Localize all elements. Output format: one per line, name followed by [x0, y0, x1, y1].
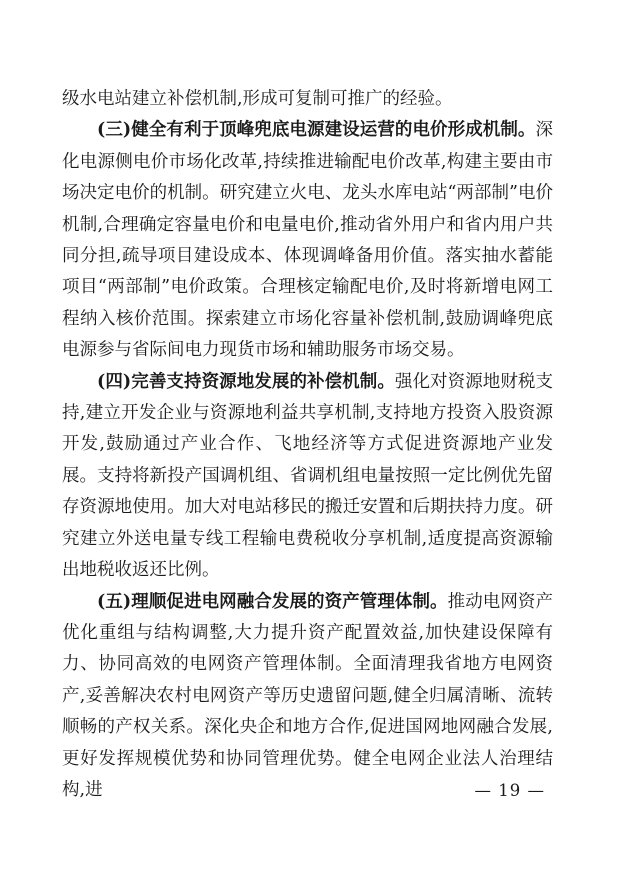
paragraph-text: 级水电站建立补偿机制,形成可复制可推广的经验。	[62, 89, 453, 109]
paragraph-section-5	[62, 587, 553, 807]
paragraph-text: 推动电网资产优化重组与结构调整,大力提升资产配置效益,加快建设保障有力、协同高效的电网资产管理体制。全面清理我省地方电网资产,妥善解决农村电网资产等历史遗留问题,健全归属清晰、流转顺畅的产权关系。深化央企和地方合作,促进国网地网融合发展,更好发挥规模优势和协同管理优势。健全电网企业法人治理结构,进	[62, 591, 553, 800]
paragraph-section-4	[62, 367, 553, 587]
section-heading: (三)健全有利于顶峰兜底电源建设运营的电价形成机制。	[97, 120, 536, 141]
paragraph-section-3	[62, 115, 553, 366]
section-heading: (四)完善支持资源地发展的补偿机制。	[97, 371, 395, 392]
paragraph-continuation	[62, 84, 553, 115]
paragraph-text: 深化电源侧电价市场化改革,持续推进输配电价改革,构建主要由市场决定电价的机制。研究建立火电、龙头水库电站“两部制”电价机制,合理确定容量电价和电量电价,推动省外用户和省内用户共同分担,疏导项目建设成本、体现调峰备用价值。落实抽水蓄能项目“两部制”电价政策。合理核定输配电价,及时将新增电网工程纳入核价范围。探索建立市场化容量补偿机制,鼓励调峰兜底电源参与省际间电力现货市场和辅助服务市场交易。	[62, 120, 553, 361]
page-number: — 19 —	[474, 781, 545, 800]
section-heading: (五)理顺促进电网融合发展的资产管理体制。	[97, 591, 448, 612]
paragraph-text: 强化对资源地财税支持,建立开发企业与资源地利益共享机制,支持地方投资入股资源开发,鼓励通过产业合作、飞地经济等方式促进资源地产业发展。支持将新投产国调机组、省调机组电量按照一定比例优先留存资源地使用。加大对电站移民的搬迁安置和后期扶持力度。研究建立外送电量专线工程输电费税收分享机制,适度提高资源输出地税收返还比例。	[62, 371, 554, 581]
document-body	[62, 84, 553, 806]
